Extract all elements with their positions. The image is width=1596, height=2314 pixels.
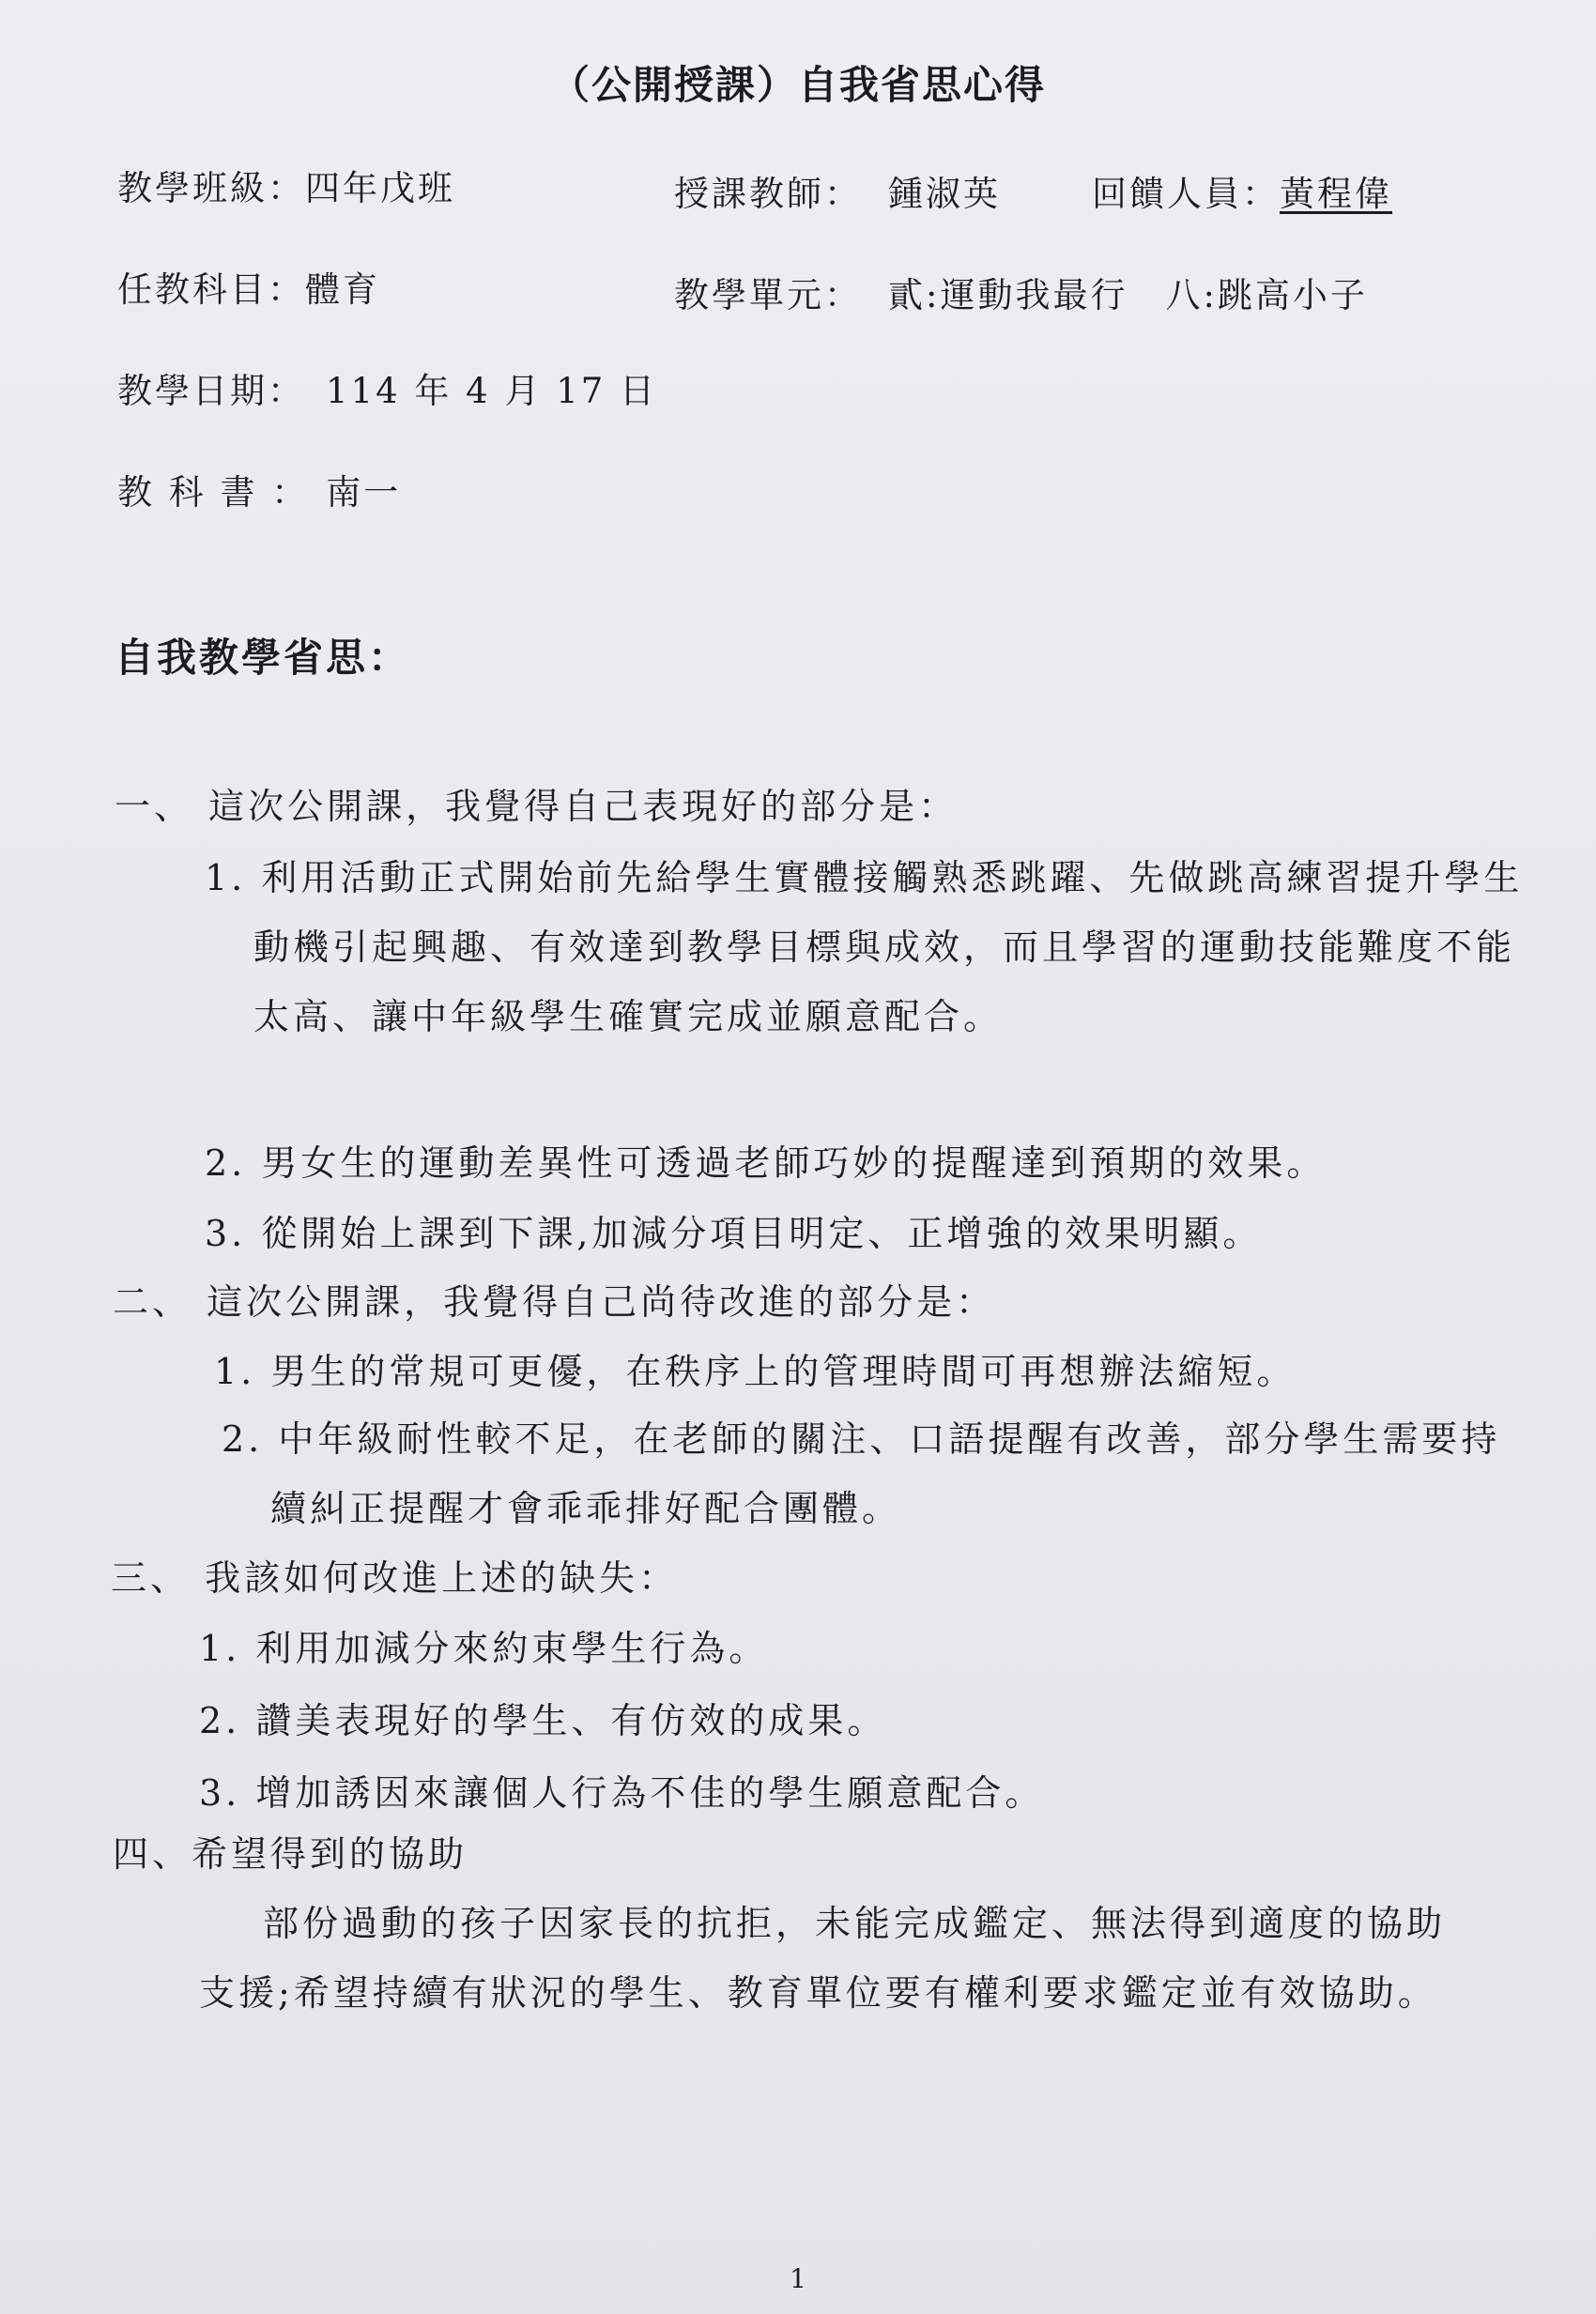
date-field (117, 362, 657, 413)
subject-label: 任教科目： (117, 269, 305, 310)
q3-item-3: 3. 增加誘因來讓個人行為不佳的學生願意配合。 (199, 1772, 1045, 1814)
section-title: 自我教學省思： (115, 635, 411, 681)
teacher-label: 授課教師： (674, 174, 862, 214)
q1-item-3: 3. 從開始上課到下課,加減分項目明定、正增強的效果明顯。 (205, 1213, 1263, 1254)
textbook-value: 南一 (326, 472, 402, 513)
feedback-label: 回饋人員： (1092, 174, 1280, 214)
q2-item-1: 1. 男生的常規可更優，在秩序上的管理時間可再想辦法縮短。 (214, 1351, 1297, 1392)
q4-body: 部份過動的孩子因家長的抗拒，未能完成鑑定、無法得到適度的協助支援;希望持續有狀況的學生、教育單位要有權利要求鑑定並有效協助。 (199, 1903, 1447, 2014)
unit-label: 教學單元： (674, 275, 862, 315)
q3-item-2: 2. 讚美表現好的學生、有仿效的成果。 (199, 1700, 887, 1741)
textbook-label: 教 科 書 ： (117, 472, 310, 513)
unit-value: 貳:運動我最行 八:跳高小子 (888, 275, 1368, 315)
q4-heading: 四、希望得到的協助 (113, 1833, 468, 1875)
q2-heading: 二、 這次公開課，我覺得自己尚待改進的部分是： (113, 1281, 996, 1323)
document-title: （公開授課）自我省思心得 (549, 62, 1046, 108)
unit-field (674, 267, 1368, 317)
subject-field (117, 261, 380, 312)
q3-item-1: 1. 利用加減分來約束學生行為。 (199, 1628, 769, 1669)
textbook-field (117, 464, 401, 514)
date-label: 教學日期： (117, 371, 305, 411)
q1-item-1: 1. 利用活動正式開始前先給學生實體接觸熟悉跳躍、先做跳高練習提升學生動機引起興趣、有效達到教學目標與成效，而且學習的運動技能難度不能太高、讓中年級學生確實完成並願意配合。 (205, 857, 1524, 1037)
page-number: 1 (790, 2263, 806, 2294)
feedback-field (1092, 165, 1392, 216)
q1-heading: 一、 這次公開課，我覺得自己表現好的部分是： (115, 786, 959, 827)
q2-item-2: 2. 中年級耐性較不足，在老師的關注、口語提醒有改善，部分學生需要持續糾正提醒才會乖乖排好配合團體。 (222, 1418, 1501, 1529)
class-label: 教學班級： (117, 168, 305, 208)
subject-value: 體育 (305, 269, 380, 310)
class-value: 四年戊班 (305, 168, 455, 208)
teacher-field (674, 165, 1001, 216)
q1-item-2: 2. 男女生的運動差異性可透過老師巧妙的提醒達到預期的效果。 (205, 1142, 1327, 1184)
feedback-value: 黃程偉 (1280, 174, 1392, 214)
teacher-value: 鍾淑英 (888, 174, 1001, 214)
q3-heading: 三、 我該如何改進上述的缺失： (111, 1557, 679, 1599)
date-value: 114 年 4 月 17 日 (326, 371, 658, 411)
class-field (117, 160, 455, 210)
